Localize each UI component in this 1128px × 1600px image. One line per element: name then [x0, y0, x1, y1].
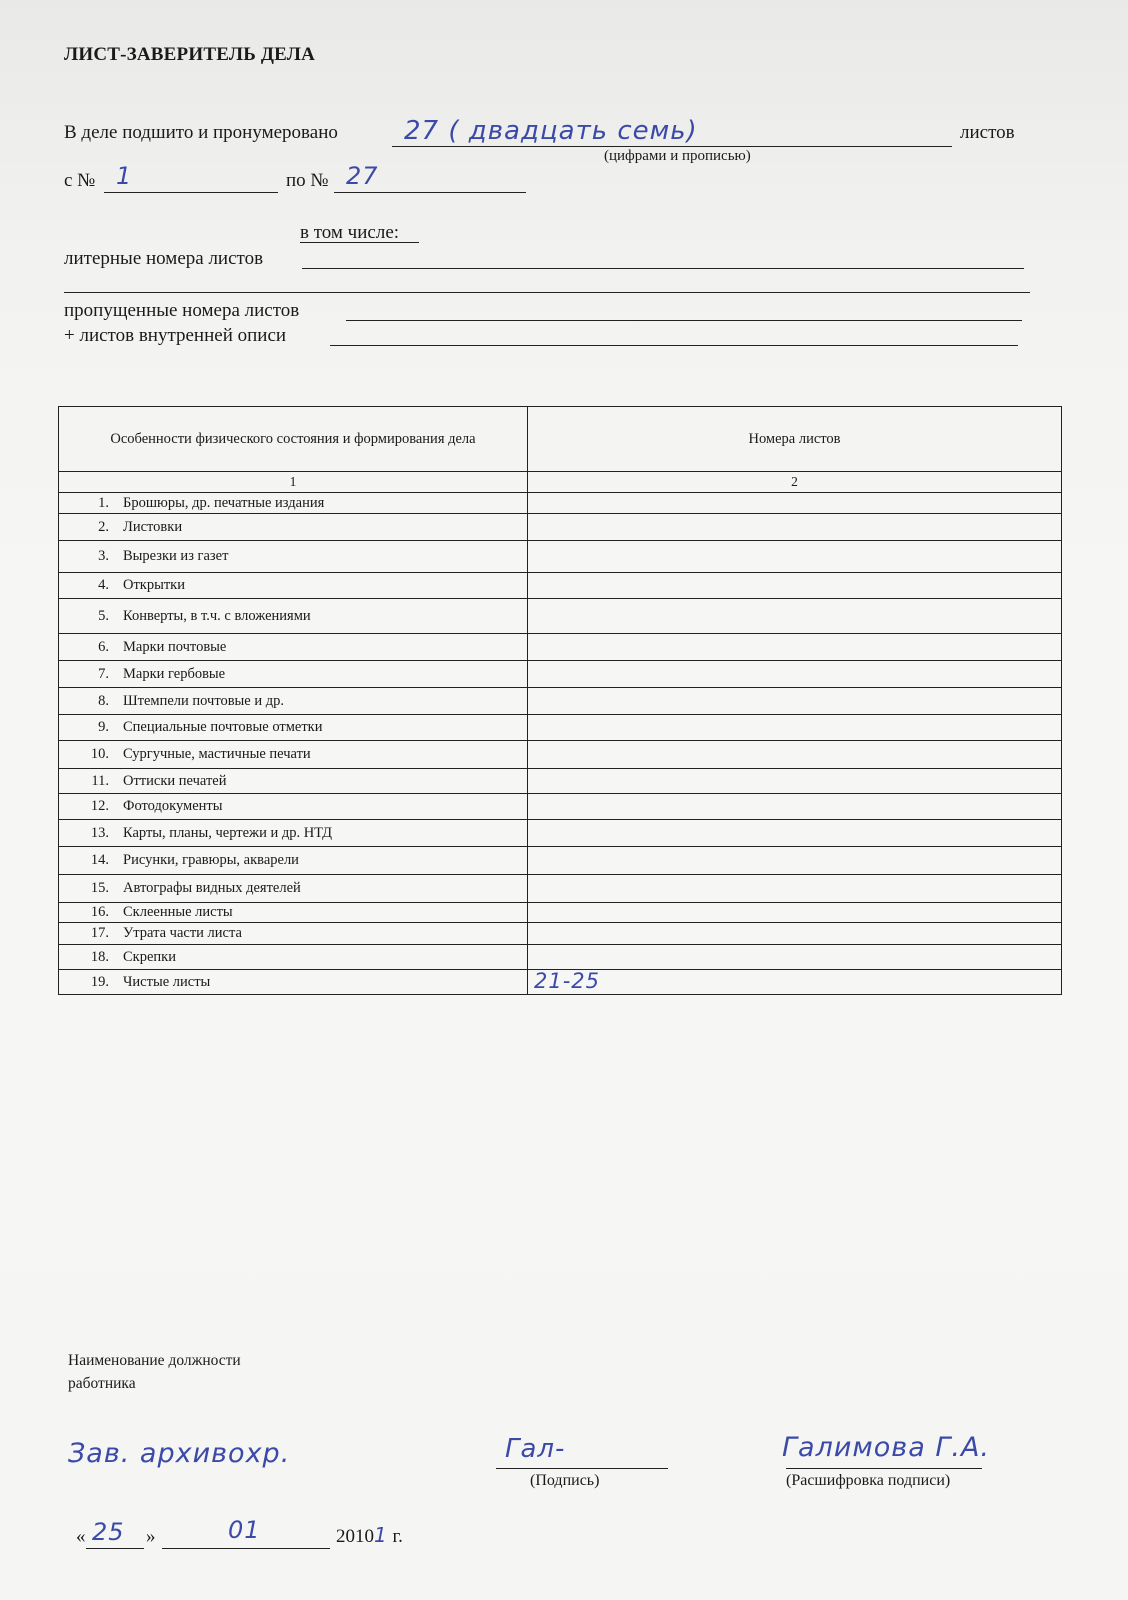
col2-header: Номера листов [528, 407, 1062, 472]
row-number: 15. [90, 880, 109, 896]
table-row [59, 688, 1062, 715]
row-sheet-numbers-cell [528, 715, 1062, 741]
row-feature-cell [59, 573, 528, 599]
lettered-label: литерные номера листов [64, 248, 264, 269]
row-label: Брошюры, др. печатные издания [123, 494, 325, 511]
table-row [59, 741, 1062, 769]
table-row [59, 847, 1062, 875]
row-label: Автографы видных деятелей [123, 880, 301, 896]
row-feature-cell [59, 661, 528, 688]
row-number: 3. [98, 548, 109, 564]
including-label: в том числе: [300, 222, 400, 243]
date-day-underline [86, 1548, 144, 1549]
row-label: Специальные почтовые отметки [123, 719, 323, 735]
row-feature-cell [59, 514, 528, 541]
including-underline [300, 242, 419, 243]
table-row [59, 514, 1062, 541]
row-sheet-numbers-cell [528, 493, 1062, 514]
col1-header: Особенности физического состояния и формирования дела [59, 407, 528, 472]
table-row [59, 820, 1062, 847]
row-label: Сургучные, мастичные печати [123, 746, 311, 762]
row-sheet-numbers-cell [528, 945, 1062, 970]
row-number: 18. [90, 948, 109, 965]
row-feature-cell [59, 741, 528, 769]
row-label: Открытки [123, 577, 185, 593]
row-sheet-numbers-cell [528, 599, 1062, 634]
row-sheet-numbers-cell [528, 903, 1062, 923]
sewn-value: 27 ( двадцать семь) [404, 116, 698, 146]
row-number: 12. [90, 798, 109, 814]
from-value: 1 [116, 162, 133, 190]
row-number: 13. [90, 824, 109, 841]
col1-number: 1 [59, 472, 528, 493]
row-label: Марки почтовые [123, 638, 227, 655]
row-number: 9. [98, 719, 109, 735]
row-number: 7. [98, 665, 109, 682]
row-label: Марки гербовые [123, 665, 226, 682]
row-number: 19. [90, 973, 109, 990]
row-number: 2. [98, 518, 109, 535]
sewn-label: В деле подшито и пронумеровано [64, 122, 338, 143]
table-row [59, 945, 1062, 970]
row-sheet-numbers-cell [528, 794, 1062, 820]
row-feature-cell [59, 903, 528, 923]
row-number: 4. [98, 577, 109, 593]
signature-caption: (Подпись) [530, 1472, 600, 1489]
row-sheet-numbers-cell [528, 634, 1062, 661]
row-feature-cell [59, 970, 528, 995]
row-label: Вырезки из газет [123, 548, 229, 564]
to-label: по № [286, 170, 329, 191]
position-label-line1: Наименование должности [68, 1352, 241, 1369]
extra-underline [64, 292, 1030, 293]
table-row [59, 715, 1062, 741]
row-sheet-numbers-cell [528, 970, 1062, 995]
lettered-underline [302, 268, 1024, 269]
row-label: Утрата части листа [123, 925, 242, 941]
date-year [336, 1523, 403, 1548]
decoding-underline [786, 1468, 982, 1469]
sewn-underline [392, 146, 952, 147]
table-row [59, 923, 1062, 945]
row-sheet-numbers-cell [528, 741, 1062, 769]
position-label-line2: работника [68, 1375, 136, 1392]
row-feature-cell [59, 923, 528, 945]
condition-table [58, 406, 1062, 995]
col2-number: 2 [528, 472, 1062, 493]
page-title: ЛИСТ-ЗАВЕРИТЕЛЬ ДЕЛА [64, 44, 316, 65]
row-label: Чистые листы [123, 973, 211, 990]
row-label: Конверты, в т.ч. с вложениями [123, 607, 311, 624]
row-sheet-numbers-cell [528, 661, 1062, 688]
row-feature-cell [59, 875, 528, 903]
row-number: 1. [98, 494, 109, 511]
to-underline [334, 192, 526, 193]
missing-underline [346, 320, 1022, 321]
row-sheet-numbers-cell [528, 875, 1062, 903]
table-body [59, 493, 1062, 995]
table-row [59, 599, 1062, 634]
row-feature-cell [59, 599, 528, 634]
table-row [59, 794, 1062, 820]
row-label: Листовки [123, 518, 183, 535]
row-feature-cell [59, 634, 528, 661]
row-number: 8. [98, 692, 109, 709]
row-label: Оттиски печатей [123, 772, 227, 789]
decoding-value: Галимова Г.А. [782, 1432, 990, 1463]
table-row [59, 970, 1062, 995]
row-label: Фотодокументы [123, 798, 223, 814]
date-year-suffix: г. [387, 1526, 403, 1547]
row-sheet-numbers-cell [528, 541, 1062, 573]
table-row [59, 661, 1062, 688]
date-year-hand: 1 [374, 1523, 388, 1547]
table-row [59, 634, 1062, 661]
row-sheet-numbers-cell [528, 769, 1062, 794]
row-sheet-numbers-cell [528, 514, 1062, 541]
row-feature-cell [59, 820, 528, 847]
date-year-printed: 2010 [336, 1526, 374, 1547]
row-feature-cell [59, 769, 528, 794]
row-feature-cell [59, 541, 528, 573]
table-row [59, 769, 1062, 794]
row-number: 17. [90, 925, 109, 941]
row-label: Рисунки, гравюры, акварели [123, 852, 299, 868]
inner-label: + листов внутренней описи [64, 325, 287, 346]
table-row [59, 541, 1062, 573]
table-row [59, 903, 1062, 923]
row-feature-cell [59, 493, 528, 514]
row-feature-cell [59, 715, 528, 741]
row-feature-cell [59, 688, 528, 715]
table-header-row [59, 407, 1062, 472]
table-row [59, 493, 1062, 514]
row-number: 5. [98, 607, 109, 624]
row-feature-cell [59, 847, 528, 875]
row-sheet-numbers-cell [528, 688, 1062, 715]
row-sheet-numbers-cell [528, 923, 1062, 945]
row-sheet-numbers: 21-25 [534, 968, 601, 993]
date-close-quote: » [146, 1526, 156, 1547]
row-label: Скрепки [123, 948, 176, 965]
row-sheet-numbers-cell [528, 847, 1062, 875]
digits-caption: (цифрами и прописью) [604, 148, 751, 164]
row-label: Карты, планы, чертежи и др. НТД [123, 824, 333, 841]
row-feature-cell [59, 794, 528, 820]
table-row [59, 875, 1062, 903]
row-feature-cell [59, 945, 528, 970]
position-value: Зав. архивохр. [68, 1438, 291, 1469]
row-number: 6. [98, 638, 109, 655]
row-number: 10. [90, 746, 109, 762]
signature-value: Гал- [505, 1434, 566, 1464]
table-number-row [59, 472, 1062, 493]
row-number: 14. [90, 852, 109, 868]
date-month-underline [162, 1548, 330, 1549]
table-row [59, 573, 1062, 599]
date-month: 01 [228, 1516, 261, 1544]
row-sheet-numbers-cell [528, 573, 1062, 599]
from-label: с № [64, 170, 96, 191]
date-day: 25 [92, 1518, 125, 1546]
row-number: 11. [91, 772, 109, 789]
inner-underline [330, 345, 1018, 346]
to-value: 27 [346, 162, 379, 190]
missing-label: пропущенные номера листов [64, 300, 300, 321]
decoding-caption: (Расшифровка подписи) [786, 1472, 951, 1489]
date-open-quote: « [76, 1526, 86, 1547]
sheets-label: листов [960, 122, 1015, 143]
row-label: Штемпели почтовые и др. [123, 692, 285, 709]
row-number: 16. [90, 904, 109, 920]
row-sheet-numbers-cell [528, 820, 1062, 847]
row-label: Склеенные листы [123, 904, 233, 920]
signature-underline [496, 1468, 668, 1469]
from-underline [104, 192, 278, 193]
